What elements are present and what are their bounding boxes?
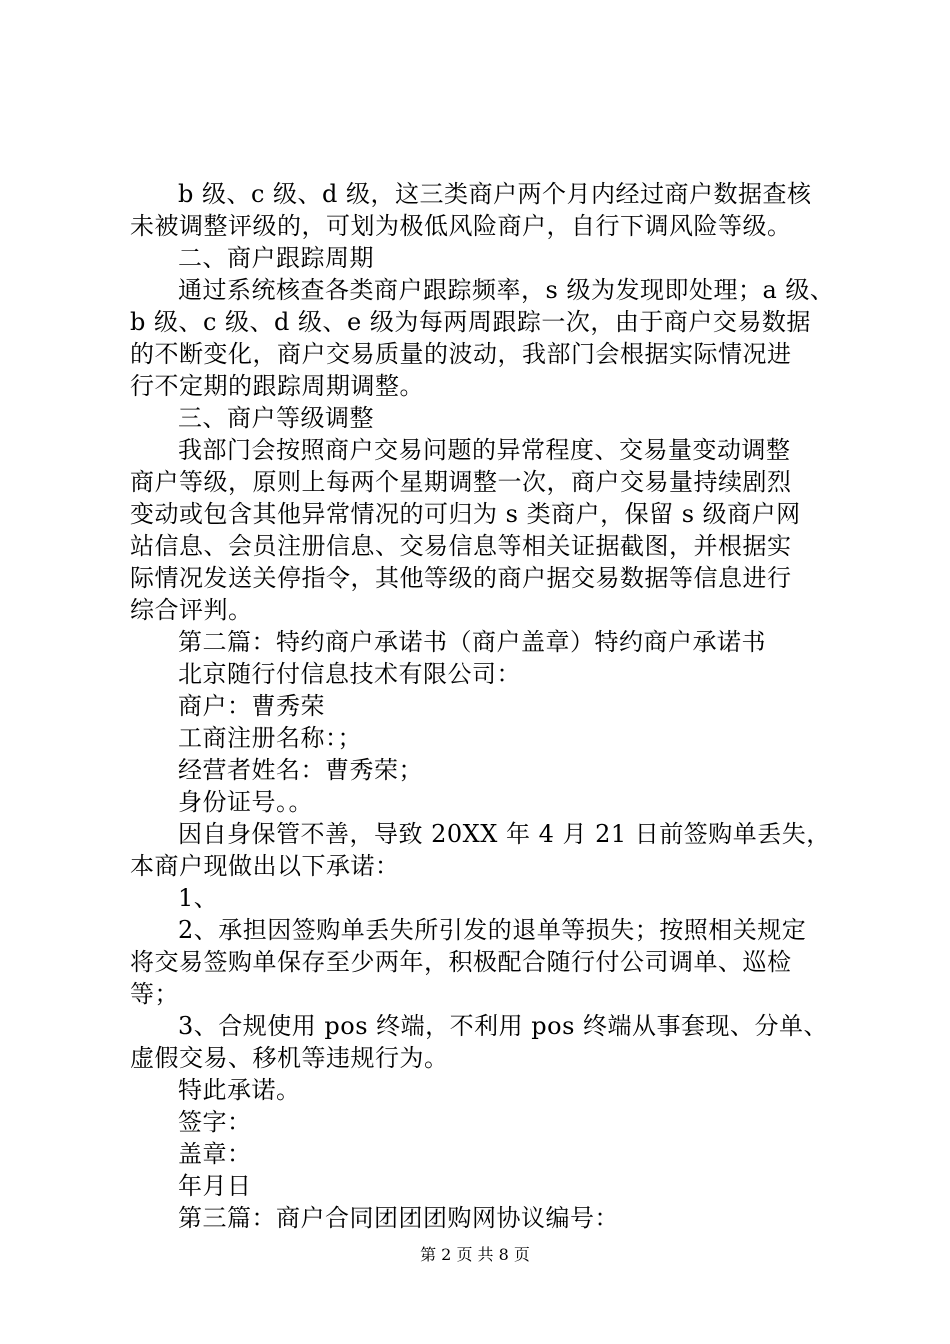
- body-line: 通过系统核查各类商户跟踪频率，s 级为发现即处理；a 级、: [178, 276, 835, 304]
- chapter-heading: 第三篇：商户合同团团团购网协议编号：: [178, 1204, 619, 1232]
- list-item: 3、合规使用 pos 终端，不利用 pos 终端从事套现、分单、: [178, 1012, 829, 1040]
- body-line: 本商户现做出以下承诺：: [130, 852, 400, 880]
- body-line: 综合评判。: [130, 596, 253, 624]
- list-item: 1、: [178, 884, 219, 912]
- signature-line: 签字：: [178, 1108, 252, 1136]
- body-line: 因自身保管不善，导致 20XX 年 4 月 21 日前签购单丢失，: [178, 820, 831, 848]
- body-line: 我部门会按照商户交易问题的异常程度、交易量变动调整: [178, 436, 791, 464]
- body-line: b 级、c 级、d 级、e 级为每两周跟踪一次，由于商户交易数据: [130, 308, 811, 336]
- section-heading: 二、商户跟踪周期: [178, 244, 374, 272]
- body-line: 际情况发送关停指令，其他等级的商户据交易数据等信息进行: [130, 564, 792, 592]
- seal-line: 盖章：: [178, 1140, 252, 1168]
- body-line: 商户等级，原则上每两个星期调整一次，商户交易量持续剧烈: [130, 468, 792, 496]
- page-footer: [0, 1244, 950, 1266]
- chapter-heading: 第二篇：特约商户承诺书（商户盖章）特约商户承诺书: [178, 628, 766, 656]
- body-line: 站信息、会员注册信息、交易信息等相关证据截图，并根据实: [130, 532, 792, 560]
- operator-name-line: 经营者姓名：曹秀荣；: [178, 756, 423, 784]
- page-number: 第 2 页 共 8 页: [420, 1245, 530, 1264]
- body-line: 行不定期的跟踪周期调整。: [130, 372, 424, 400]
- id-number-line: 身份证号。。: [178, 788, 313, 816]
- date-line: 年月日: [178, 1172, 252, 1200]
- body-line: 将交易签购单保存至少两年，积极配合随行付公司调单、巡检: [130, 948, 792, 976]
- body-line: 的不断变化，商户交易质量的波动，我部门会根据实际情况进: [130, 340, 792, 368]
- closing-line: 特此承诺。: [178, 1076, 301, 1104]
- list-item: 2、承担因签购单丢失所引发的退单等损失；按照相关规定: [178, 916, 807, 944]
- body-line: 未被调整评级的，可划为极低风险商户，自行下调风险等级。: [130, 212, 792, 240]
- registration-name-line: 工商注册名称：；: [178, 724, 362, 752]
- section-heading: 三、商户等级调整: [178, 404, 374, 432]
- addressee-line: 北京随行付信息技术有限公司：: [178, 660, 521, 688]
- merchant-line: 商户：曹秀荣: [178, 692, 325, 720]
- body-line: 变动或包含其他异常情况的可归为 s 类商户，保留 s 级商户网: [130, 500, 801, 528]
- body-line: b 级、c 级、d 级，这三类商户两个月内经过商户数据查核: [178, 180, 812, 208]
- document-body: [130, 178, 840, 1234]
- body-line: 虚假交易、移机等违规行为。: [130, 1044, 449, 1072]
- body-line: 等；: [130, 980, 179, 1008]
